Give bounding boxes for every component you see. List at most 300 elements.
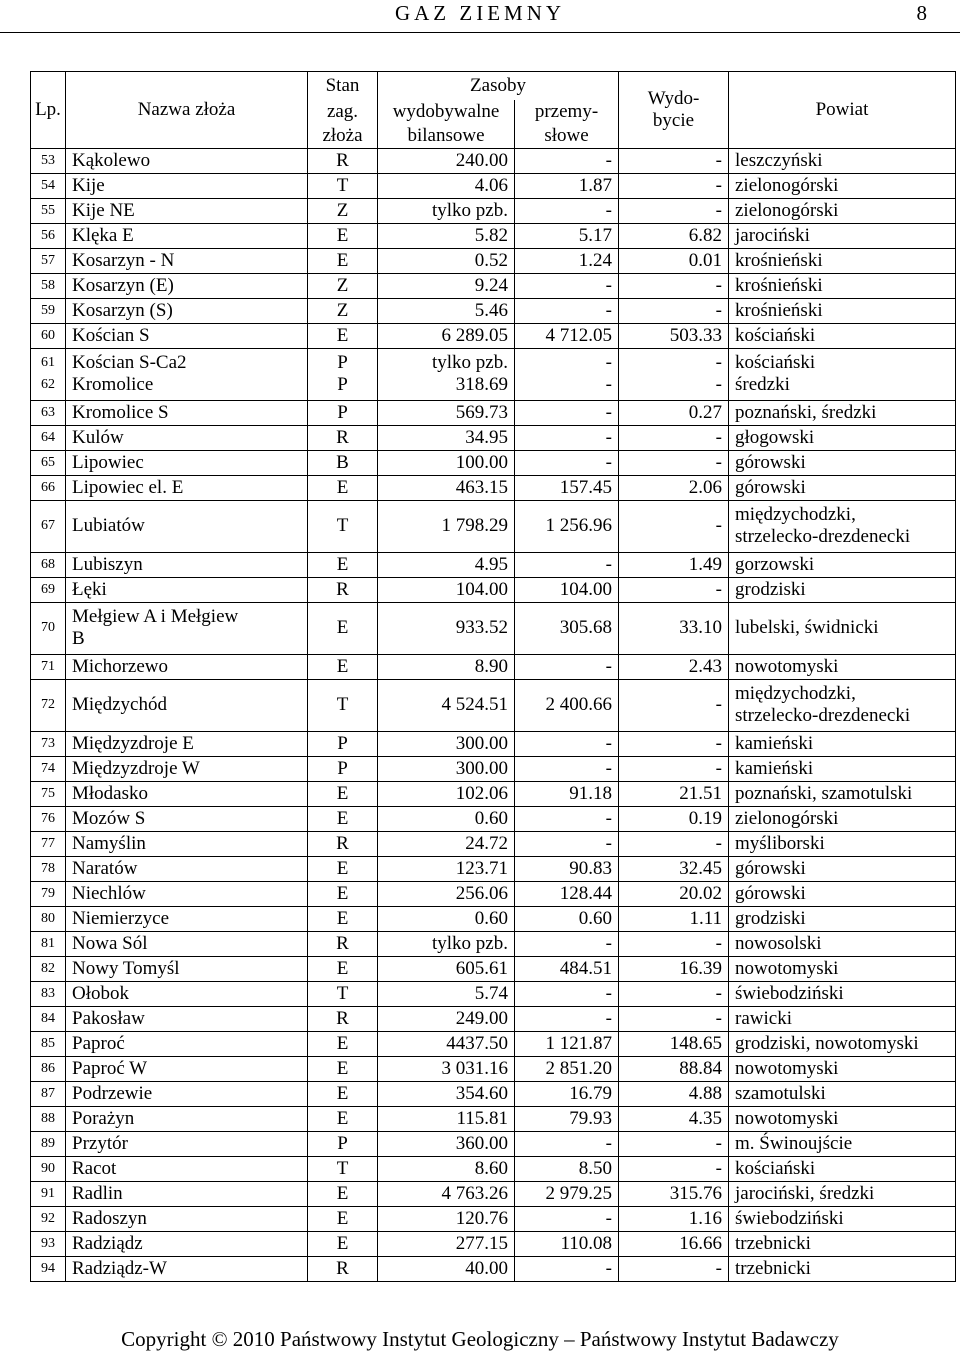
row-lp: 73 xyxy=(31,731,66,756)
row-production: 4.88 xyxy=(619,1081,729,1106)
table-row xyxy=(31,1231,956,1256)
row-county: głogowski xyxy=(729,425,956,450)
table-row xyxy=(31,1156,956,1181)
row-deposit-name: Kosarzyn (S) xyxy=(66,298,308,323)
row-county-line2: strzelecko-drezdenecki xyxy=(735,705,911,726)
header-name: Nazwa złoża xyxy=(66,72,308,149)
row-recoverable-reserves: 5.74 xyxy=(378,981,515,1006)
row-production: - xyxy=(619,1156,729,1181)
row-status: B xyxy=(308,450,378,475)
row-county: poznański, szamotulski xyxy=(729,781,956,806)
gas-deposits-table xyxy=(30,71,956,1282)
row-production: - xyxy=(619,298,729,323)
row-industrial-reserves: 16.79 xyxy=(515,1081,619,1106)
row-industrial-reserves: 4 712.05 xyxy=(515,323,619,348)
row-status: E xyxy=(308,881,378,906)
row-status: E xyxy=(308,1106,378,1131)
row-lp: 56 xyxy=(31,223,66,248)
table-row xyxy=(31,500,956,552)
row-county-line2: średzki xyxy=(735,374,790,395)
row-recoverable-reserves-line1: 4 524.51 xyxy=(441,694,508,715)
row-status: T xyxy=(308,1156,378,1181)
row-recoverable-reserves: 4437.50 xyxy=(378,1031,515,1056)
table-row xyxy=(31,273,956,298)
row-status-line1: E xyxy=(336,617,349,638)
table-row xyxy=(31,400,956,425)
row-status: T xyxy=(308,981,378,1006)
row-status: E xyxy=(308,248,378,273)
row-recoverable-reserves: 300.00 xyxy=(378,756,515,781)
row-deposit-name: Radziądz-W xyxy=(66,1256,308,1281)
row-lp xyxy=(31,500,66,552)
row-county: myśliborski xyxy=(729,831,956,856)
row-industrial-reserves xyxy=(515,500,619,552)
row-status: T xyxy=(308,173,378,198)
row-status: E xyxy=(308,1206,378,1231)
row-county: krośnieński xyxy=(729,248,956,273)
row-status-line1: P xyxy=(337,352,348,373)
table-row xyxy=(31,731,956,756)
row-county: świebodziński xyxy=(729,981,956,1006)
row-deposit-name: Niechlów xyxy=(66,881,308,906)
row-industrial-reserves: - xyxy=(515,273,619,298)
row-deposit-name: Międzyzdroje W xyxy=(66,756,308,781)
row-deposit-name: Nowa Sól xyxy=(66,931,308,956)
header-wydobycie-line2: bycie xyxy=(652,109,695,131)
row-recoverable-reserves: 569.73 xyxy=(378,400,515,425)
row-lp: 84 xyxy=(31,1006,66,1031)
row-recoverable-reserves: 115.81 xyxy=(378,1106,515,1131)
row-production: 21.51 xyxy=(619,781,729,806)
row-status-line1: T xyxy=(336,694,349,715)
row-county-line1: międzychodzki, xyxy=(735,683,856,704)
row-lp-line1: 67 xyxy=(41,518,55,533)
row-production xyxy=(619,500,729,552)
row-deposit-name-line1: Międzychód xyxy=(72,694,167,715)
header-stan-line3: złoża xyxy=(308,124,378,149)
row-recoverable-reserves: 3 031.16 xyxy=(378,1056,515,1081)
row-production: 32.45 xyxy=(619,856,729,881)
table-row xyxy=(31,1206,956,1231)
row-recoverable-reserves: 0.60 xyxy=(378,906,515,931)
row-deposit-name: Naratów xyxy=(66,856,308,881)
row-deposit-name: Lipowiec el. E xyxy=(66,475,308,500)
row-recoverable-reserves: tylko pzb. xyxy=(378,931,515,956)
table-row xyxy=(31,781,956,806)
row-industrial-reserves: - xyxy=(515,931,619,956)
row-production: - xyxy=(619,756,729,781)
header-wydobycie-line1: Wydo- xyxy=(647,87,700,109)
row-deposit-name: Ołobok xyxy=(66,981,308,1006)
table-row xyxy=(31,450,956,475)
row-production: 0.01 xyxy=(619,248,729,273)
row-deposit-name: Mozów S xyxy=(66,806,308,831)
row-lp: 64 xyxy=(31,425,66,450)
row-recoverable-reserves: 354.60 xyxy=(378,1081,515,1106)
row-production: 0.27 xyxy=(619,400,729,425)
row-county: gorzowski xyxy=(729,552,956,577)
row-lp: 69 xyxy=(31,577,66,602)
row-industrial-reserves-line1: 1 256.96 xyxy=(545,515,612,536)
row-deposit-name: Kosarzyn (E) xyxy=(66,273,308,298)
row-production xyxy=(619,602,729,654)
row-status xyxy=(308,500,378,552)
row-industrial-reserves: 1 121.87 xyxy=(515,1031,619,1056)
table-row xyxy=(31,679,956,731)
row-industrial-reserves: - xyxy=(515,731,619,756)
row-lp: 89 xyxy=(31,1131,66,1156)
row-county: kamieński xyxy=(729,756,956,781)
table-row xyxy=(31,806,956,831)
row-industrial-reserves: - xyxy=(515,148,619,173)
copyright-footer: Copyright © 2010 Państwowy Instytut Geologiczny – Państwowy Instytut Badawczy xyxy=(121,1327,839,1351)
row-county: trzebnicki xyxy=(729,1256,956,1281)
header-stan-line2: zag. xyxy=(308,100,378,124)
row-recoverable-reserves-line2: 318.69 xyxy=(455,374,508,395)
row-industrial-reserves xyxy=(515,348,619,400)
row-status xyxy=(308,602,378,654)
row-recoverable-reserves xyxy=(378,602,515,654)
row-industrial-reserves: 128.44 xyxy=(515,881,619,906)
header-przemyslowe-line1: przemy- xyxy=(515,100,619,124)
table-row xyxy=(31,906,956,931)
table-row xyxy=(31,1006,956,1031)
row-production: 0.19 xyxy=(619,806,729,831)
row-lp: 65 xyxy=(31,450,66,475)
row-deposit-name: Lubiszyn xyxy=(66,552,308,577)
row-status: P xyxy=(308,1131,378,1156)
table-row xyxy=(31,1081,956,1106)
row-industrial-reserves: - xyxy=(515,1131,619,1156)
row-lp: 76 xyxy=(31,806,66,831)
row-lp: 78 xyxy=(31,856,66,881)
row-lp: 86 xyxy=(31,1056,66,1081)
row-status: E xyxy=(308,552,378,577)
row-production: - xyxy=(619,1131,729,1156)
row-status: P xyxy=(308,731,378,756)
row-deposit-name: Kosarzyn - N xyxy=(66,248,308,273)
row-recoverable-reserves: tylko pzb. xyxy=(378,198,515,223)
row-production: 20.02 xyxy=(619,881,729,906)
table-row xyxy=(31,425,956,450)
table-header xyxy=(31,72,956,149)
row-deposit-name xyxy=(66,500,308,552)
row-recoverable-reserves: 24.72 xyxy=(378,831,515,856)
row-status: E xyxy=(308,1031,378,1056)
row-county: górowski xyxy=(729,475,956,500)
row-recoverable-reserves: 277.15 xyxy=(378,1231,515,1256)
row-status: P xyxy=(308,400,378,425)
header-przemyslowe-line2: słowe xyxy=(515,124,619,149)
row-recoverable-reserves: 102.06 xyxy=(378,781,515,806)
row-recoverable-reserves: 6 289.05 xyxy=(378,323,515,348)
row-deposit-name: Klęka E xyxy=(66,223,308,248)
row-county-line1: kościański xyxy=(735,352,816,373)
row-recoverable-reserves xyxy=(378,348,515,400)
row-recoverable-reserves-line1: 933.52 xyxy=(455,617,508,638)
row-deposit-name: Paproć xyxy=(66,1031,308,1056)
row-deposit-name: Kije NE xyxy=(66,198,308,223)
row-deposit-name: Kije xyxy=(66,173,308,198)
row-deposit-name: Nowy Tomyśl xyxy=(66,956,308,981)
row-deposit-name-line1: Mełgiew A i Mełgiew xyxy=(72,606,239,627)
row-county: krośnieński xyxy=(729,273,956,298)
row-county: jarociński xyxy=(729,223,956,248)
row-industrial-reserves: 1.24 xyxy=(515,248,619,273)
row-deposit-name xyxy=(66,602,308,654)
row-status: R xyxy=(308,1256,378,1281)
header-stan-line1: Stan xyxy=(308,72,378,100)
row-production-line1: 33.10 xyxy=(679,617,722,638)
row-deposit-name: Radziądz xyxy=(66,1231,308,1256)
row-industrial-reserves: - xyxy=(515,654,619,679)
row-status: E xyxy=(308,956,378,981)
row-lp: 80 xyxy=(31,906,66,931)
row-recoverable-reserves: 9.24 xyxy=(378,273,515,298)
row-recoverable-reserves: 100.00 xyxy=(378,450,515,475)
row-production: - xyxy=(619,831,729,856)
row-county: poznański, średzki xyxy=(729,400,956,425)
row-industrial-reserves: 91.18 xyxy=(515,781,619,806)
row-deposit-name: Paproć W xyxy=(66,1056,308,1081)
row-recoverable-reserves: 240.00 xyxy=(378,148,515,173)
row-county-line1: międzychodzki, xyxy=(735,504,856,525)
row-lp: 88 xyxy=(31,1106,66,1131)
row-production: 2.06 xyxy=(619,475,729,500)
table-row xyxy=(31,475,956,500)
row-industrial-reserves: - xyxy=(515,1256,619,1281)
row-recoverable-reserves-line1: 1 798.29 xyxy=(441,515,508,536)
row-lp: 83 xyxy=(31,981,66,1006)
row-production: 503.33 xyxy=(619,323,729,348)
row-lp: 82 xyxy=(31,956,66,981)
row-status: Z xyxy=(308,273,378,298)
row-production xyxy=(619,679,729,731)
row-status: E xyxy=(308,856,378,881)
table-row xyxy=(31,1256,956,1281)
row-recoverable-reserves: 463.15 xyxy=(378,475,515,500)
row-industrial-reserves: - xyxy=(515,981,619,1006)
row-county: trzebnicki xyxy=(729,1231,956,1256)
row-county-line2: strzelecko-drezdenecki xyxy=(735,526,911,547)
row-production-line1: - xyxy=(715,694,722,715)
row-industrial-reserves xyxy=(515,602,619,654)
table-row xyxy=(31,1131,956,1156)
row-recoverable-reserves: 605.61 xyxy=(378,956,515,981)
row-lp xyxy=(31,679,66,731)
row-production: - xyxy=(619,1256,729,1281)
row-recoverable-reserves: 8.90 xyxy=(378,654,515,679)
row-deposit-name: Racot xyxy=(66,1156,308,1181)
row-recoverable-reserves: 40.00 xyxy=(378,1256,515,1281)
row-status: E xyxy=(308,806,378,831)
table-row xyxy=(31,981,956,1006)
row-deposit-name xyxy=(66,348,308,400)
row-industrial-reserves-line1: 305.68 xyxy=(559,617,612,638)
row-status: R xyxy=(308,931,378,956)
row-status xyxy=(308,679,378,731)
row-lp: 90 xyxy=(31,1156,66,1181)
table-row xyxy=(31,856,956,881)
row-lp-line1: 70 xyxy=(41,620,55,635)
row-production: - xyxy=(619,273,729,298)
row-industrial-reserves: - xyxy=(515,425,619,450)
row-recoverable-reserves: 360.00 xyxy=(378,1131,515,1156)
table-row xyxy=(31,1056,956,1081)
row-deposit-name-line1: Lubiatów xyxy=(72,515,145,536)
table-row xyxy=(31,198,956,223)
row-production: - xyxy=(619,931,729,956)
table-row xyxy=(31,552,956,577)
row-deposit-name: Międzyzdroje E xyxy=(66,731,308,756)
row-production: 1.11 xyxy=(619,906,729,931)
row-production: 1.16 xyxy=(619,1206,729,1231)
row-lp: 54 xyxy=(31,173,66,198)
row-deposit-name xyxy=(66,679,308,731)
table-row xyxy=(31,831,956,856)
row-deposit-name: Kościan S xyxy=(66,323,308,348)
row-county: kościański xyxy=(729,323,956,348)
row-status: E xyxy=(308,1181,378,1206)
table-row xyxy=(31,931,956,956)
row-status: R xyxy=(308,425,378,450)
row-county: jarociński, średzki xyxy=(729,1181,956,1206)
row-county: nowotomyski xyxy=(729,1106,956,1131)
row-county xyxy=(729,602,956,654)
row-deposit-name: Podrzewie xyxy=(66,1081,308,1106)
row-county: nowotomyski xyxy=(729,654,956,679)
row-lp xyxy=(31,602,66,654)
row-production: 16.39 xyxy=(619,956,729,981)
table-row xyxy=(31,248,956,273)
table-row xyxy=(31,298,956,323)
row-status: R xyxy=(308,148,378,173)
row-industrial-reserves: - xyxy=(515,756,619,781)
table-row xyxy=(31,654,956,679)
row-county: nowosolski xyxy=(729,931,956,956)
row-industrial-reserves: 2 851.20 xyxy=(515,1056,619,1081)
row-lp-line1: 72 xyxy=(41,697,55,712)
row-county: zielonogórski xyxy=(729,198,956,223)
row-lp-line2: 62 xyxy=(41,377,55,392)
row-industrial-reserves-line1: - xyxy=(605,352,612,373)
row-production: - xyxy=(619,981,729,1006)
row-county: górowski xyxy=(729,856,956,881)
table-row xyxy=(31,602,956,654)
row-county: m. Świnoujście xyxy=(729,1131,956,1156)
row-recoverable-reserves: 5.46 xyxy=(378,298,515,323)
row-recoverable-reserves: 8.60 xyxy=(378,1156,515,1181)
row-lp: 81 xyxy=(31,931,66,956)
header-wydobywalne-line2: bilansowe xyxy=(378,124,515,149)
row-recoverable-reserves: 123.71 xyxy=(378,856,515,881)
row-county: grodziski xyxy=(729,577,956,602)
row-county: nowotomyski xyxy=(729,1056,956,1081)
header-divider xyxy=(0,32,960,33)
row-status: Z xyxy=(308,298,378,323)
table-row xyxy=(31,173,956,198)
row-industrial-reserves: - xyxy=(515,831,619,856)
row-lp: 63 xyxy=(31,400,66,425)
row-industrial-reserves: - xyxy=(515,198,619,223)
row-deposit-name: Kromolice S xyxy=(66,400,308,425)
row-recoverable-reserves: 0.60 xyxy=(378,806,515,831)
table-row xyxy=(31,756,956,781)
row-production-line1: - xyxy=(715,515,722,536)
table-body xyxy=(31,148,956,1281)
row-deposit-name: Michorzewo xyxy=(66,654,308,679)
row-production: - xyxy=(619,450,729,475)
row-status: E xyxy=(308,323,378,348)
row-production: 88.84 xyxy=(619,1056,729,1081)
row-status-line1: T xyxy=(336,515,349,536)
row-recoverable-reserves: 4.06 xyxy=(378,173,515,198)
row-industrial-reserves: - xyxy=(515,400,619,425)
row-deposit-name: Radoszyn xyxy=(66,1206,308,1231)
row-status: R xyxy=(308,577,378,602)
row-lp: 94 xyxy=(31,1256,66,1281)
row-status: E xyxy=(308,1081,378,1106)
row-lp-line1: 61 xyxy=(41,355,55,370)
row-recoverable-reserves xyxy=(378,500,515,552)
row-status-line2: P xyxy=(337,374,348,395)
row-lp: 71 xyxy=(31,654,66,679)
row-production: - xyxy=(619,425,729,450)
row-status: E xyxy=(308,906,378,931)
row-industrial-reserves: 110.08 xyxy=(515,1231,619,1256)
row-deposit-name: Łęki xyxy=(66,577,308,602)
row-production: 6.82 xyxy=(619,223,729,248)
row-production: - xyxy=(619,731,729,756)
row-industrial-reserves: - xyxy=(515,552,619,577)
row-industrial-reserves: 157.45 xyxy=(515,475,619,500)
row-production: 4.35 xyxy=(619,1106,729,1131)
row-industrial-reserves: 1.87 xyxy=(515,173,619,198)
row-county: krośnieński xyxy=(729,298,956,323)
table-row xyxy=(31,1181,956,1206)
row-county: zielonogórski xyxy=(729,173,956,198)
row-industrial-reserves: 79.93 xyxy=(515,1106,619,1131)
row-deposit-name: Niemierzyce xyxy=(66,906,308,931)
row-lp: 77 xyxy=(31,831,66,856)
row-production: 16.66 xyxy=(619,1231,729,1256)
row-county: zielonogórski xyxy=(729,806,956,831)
row-lp: 53 xyxy=(31,148,66,173)
row-county: leszczyński xyxy=(729,148,956,173)
row-industrial-reserves: - xyxy=(515,806,619,831)
row-deposit-name-line1: Kościan S-Ca2 xyxy=(72,352,187,373)
row-industrial-reserves: - xyxy=(515,450,619,475)
row-county: nowotomyski xyxy=(729,956,956,981)
row-industrial-reserves xyxy=(515,679,619,731)
row-county: grodziski xyxy=(729,906,956,931)
row-county: rawicki xyxy=(729,1006,956,1031)
row-recoverable-reserves xyxy=(378,679,515,731)
row-industrial-reserves-line1: 2 400.66 xyxy=(545,694,612,715)
row-status: E xyxy=(308,654,378,679)
row-lp: 85 xyxy=(31,1031,66,1056)
row-production-line1: - xyxy=(715,352,722,373)
row-status: E xyxy=(308,223,378,248)
row-recoverable-reserves: 5.82 xyxy=(378,223,515,248)
row-status: R xyxy=(308,831,378,856)
row-county xyxy=(729,500,956,552)
header-lp: Lp. xyxy=(31,72,66,149)
table-row xyxy=(31,881,956,906)
row-deposit-name: Radlin xyxy=(66,1181,308,1206)
table-row xyxy=(31,577,956,602)
page-header xyxy=(0,0,960,28)
